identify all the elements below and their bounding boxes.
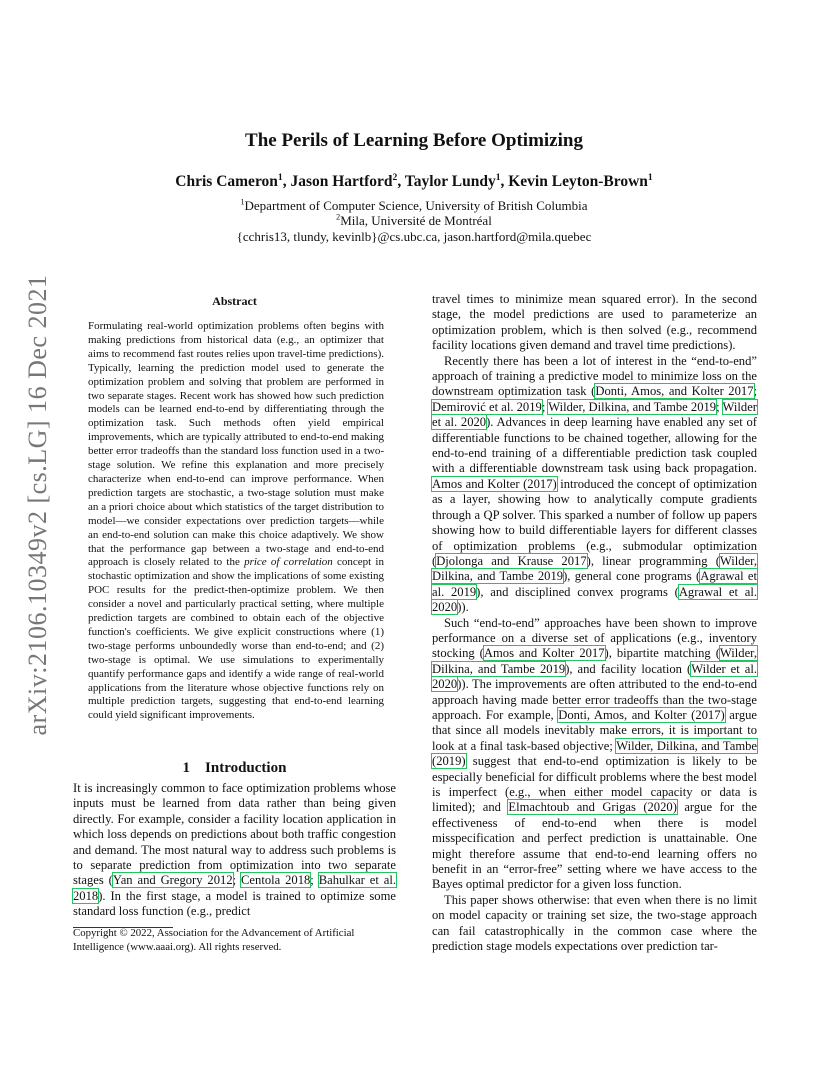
author-emails: {cchris13, tlundy, kevinlb}@cs.ubc.ca, jason.hartford@mila.quebec (236, 229, 592, 244)
citation-link[interactable]: Donti, Amos, and Kolter 2017 (595, 384, 754, 399)
body-text: ; (232, 873, 242, 888)
citation-link[interactable]: Donti, Amos, and Kolter (2017) (558, 707, 725, 722)
citation-link[interactable]: Agrawal et al. 2020 (432, 584, 757, 615)
body-paragraph: travel times to minimize mean squared error). In the second stage, the model predictions are used to parameterize an optimization problem, which is then solved (e.g., recommend facility locations given demand and travel time predictions). (432, 292, 757, 353)
citation-link[interactable]: Amos and Kolter 2017 (483, 646, 605, 661)
citation-link[interactable]: Wilder, Dilkina, and Tambe 2019 (432, 553, 757, 584)
citation-link[interactable]: Yan and Gregory 2012 (112, 873, 233, 888)
body-text: argue for the effectiveness of end-to-end when there is model misspecification and perfect prediction is unattainable. One might therefore assume that end-to-end learning offers no benefit in an “error-free” setting where we have access to the Bayes optimal predictor for a given loss function. (432, 800, 757, 892)
body-text: Such “end-to-end” approaches have been shown to improve performance on a diverse set of applications (e.g., inventory stocking ( (432, 615, 757, 661)
body-text: )). The improvements are often attributed to the end-to-end approach having made better error tradeoffs than the two-stage approach. For example, (432, 677, 757, 722)
author-affiliation-mark: 1 (277, 171, 283, 183)
citation-link[interactable]: Wilder et al. 2020 (432, 399, 757, 430)
body-text: ; (716, 399, 723, 414)
body-text: ), general cone programs ( (563, 569, 701, 584)
introduction-paragraph (73, 781, 396, 920)
body-text: ), and facility location ( (565, 661, 692, 676)
arxiv-sidebar-stamp (18, 274, 58, 736)
author-affiliation-mark: 2 (392, 171, 398, 183)
body-text: introduced the concept of optimization as a layer, showing how to analytically compute gradients through a QP solver. This sparked a number of follow up papers showing how to build differentiable layers for different classes of optimization problems (e.g., submodular optimization ( (432, 476, 757, 568)
citation-link[interactable]: Elmachtoub and Grigas (2020) (508, 800, 677, 815)
author-name: Chris Cameron (175, 173, 278, 190)
body-text: It is increasingly common to face optimization problems whose inputs must be learned from data rather than being given directly. For example, consider a facility location application in which loss depends on predictions about both traffic congestion and demand. The most natural way to address such problems is to separate prediction from optimization into two separate stages ( (73, 781, 396, 888)
section-heading-introduction: 1 Introduction (182, 760, 287, 776)
citation-link[interactable]: Bahulkar et al. 2018 (73, 873, 396, 903)
right-column (432, 292, 757, 954)
citation-link[interactable]: Agrawal et al. 2019 (432, 569, 757, 599)
arxiv-identifier: arXiv:2106.10349v2 [cs.LG] 16 Dec 2021 (23, 274, 52, 736)
citation-link[interactable]: Wilder, Dilkina, and Tambe 2019 (432, 646, 757, 676)
abstract-heading: Abstract (212, 294, 257, 308)
citation-link[interactable]: Demirović et al. 2019 (432, 399, 542, 414)
author-name: Jason Hartford (290, 173, 393, 190)
body-paragraph (432, 616, 757, 893)
citation-link[interactable]: Wilder, Dilkina, and Tambe 2019 (548, 399, 717, 414)
author-affiliation-mark: 1 (495, 171, 501, 183)
paper-title: The Perils of Learning Before Optimizing (245, 130, 583, 151)
abstract-body (88, 320, 384, 723)
abstract-text: concept in stochastic optimization and show the implications of some existing POC results for the predict-then-optimize problem. We then consider a novel and particularly practical setting, where multiple prediction targets are combined to obtain each of the objective function's coefficients. We give explicit constructions where (1) two-stage performs unboundedly worse than end-to-end; and (2) two-stage is optimal. We use simulations to experimentally quantify performance gaps and identify a wide range of real-world applications from the literature whose objective functions rely on multiple prediction targets, suggesting that end-to-end learning could yield significant improvements. (88, 556, 384, 722)
body-text: suggest that end-to-end optimization is likely to be especially beneficial for difficult problems where the best model is imperfect (e.g., when either model capacity or data is limited); and (432, 754, 757, 815)
author-affiliation-mark: 1 (647, 171, 653, 183)
author-name: Taylor Lundy (404, 173, 496, 190)
affiliation-mark: 2 (336, 212, 341, 222)
affiliation-text: Mila, Université de Montréal (340, 213, 492, 228)
abstract-emphasis: price of correlation (244, 556, 333, 569)
body-text: ), and disciplined convex programs ( (476, 584, 679, 599)
author-list: Chris Cameron$^1$, Jason Hartford$^2$, Taylor Lundy$^1$, Kevin Leyton-Brown$^1$ (175, 171, 653, 190)
affiliation-line (0, 198, 828, 214)
body-text: Recently there has been a lot of interest in the “end-to-end” approach of training a predictive model to minimize loss on the downstream optimization task ( (432, 353, 757, 399)
author-name: Kevin Leyton-Brown (508, 173, 648, 190)
citation-link[interactable]: Centola 2018 (241, 873, 311, 888)
body-text: )). (457, 600, 469, 615)
citation-link[interactable]: Wilder, Dilkina, and Tambe (2019) (432, 738, 758, 769)
body-text: ; (753, 384, 757, 399)
body-text: ), bipartite matching ( (604, 646, 720, 661)
abstract-text: Formulating real-world optimization problems often begins with making predictions from historical data (e.g., an optimizer that aims to recommend fast routes relies upon travel-time predictions). Typically, learning the prediction model used to generate the optimization problem and solving that problem are performed in two separate stages. Recent work has showed how such prediction models can be learned end-to-end by differentiating through the optimization task. Such methods often yield empirical improvements, which are typically attributed to end-to-end making better error tradeoffs than the standard loss function used in a two-stage solution. We refine this explanation and more precisely characterize when end-to-end can improve performance. When prediction targets are stochastic, a two-stage solution must make an a priori choice about which statistics of the target distribution to model—we consider expectations over prediction targets—while an end-to-end solution can make this choice adaptively. We show that the performance gap between a two-stage and end-to-end approach is closely related to the (88, 320, 384, 569)
affiliation-mark: 1 (240, 197, 245, 207)
citation-link[interactable]: Amos and Kolter (2017) (432, 476, 557, 491)
body-text: ; (310, 873, 319, 888)
citation-link[interactable]: Wilder et al. 2020 (432, 661, 757, 692)
affiliation-line (0, 213, 828, 229)
body-text: argue that since all models inevitably make errors, it is important to look at a final task-based objective; (432, 707, 758, 753)
body-paragraph (432, 354, 757, 616)
affiliation-text: Department of Computer Science, University of British Columbia (244, 198, 588, 213)
citation-link[interactable]: Djolonga and Krause 2017 (436, 553, 587, 568)
body-text: ). In the first stage, a model is trained to optimize some standard loss function (e.g., predict (73, 888, 396, 919)
body-text: ), linear programming ( (586, 553, 720, 568)
body-text: ; (541, 399, 549, 414)
body-paragraph: This paper shows otherwise: that even when there is no limit on model capacity or training set size, the two-stage approach can fail catastrophically in the common case where the prediction stage models expectations over prediction tar- (432, 892, 757, 954)
copyright-notice: Copyright © 2022, Association for the Advancement of Artificial Intelligence (www.aaai.org). All rights reserved. (73, 927, 355, 953)
body-text: ). Advances in deep learning have enabled any set of differentiable functions to be chained together, allowing for the end-to-end training of a differentiable prediction task coupled with a differentiable downstream task using back propagation. (432, 415, 757, 476)
